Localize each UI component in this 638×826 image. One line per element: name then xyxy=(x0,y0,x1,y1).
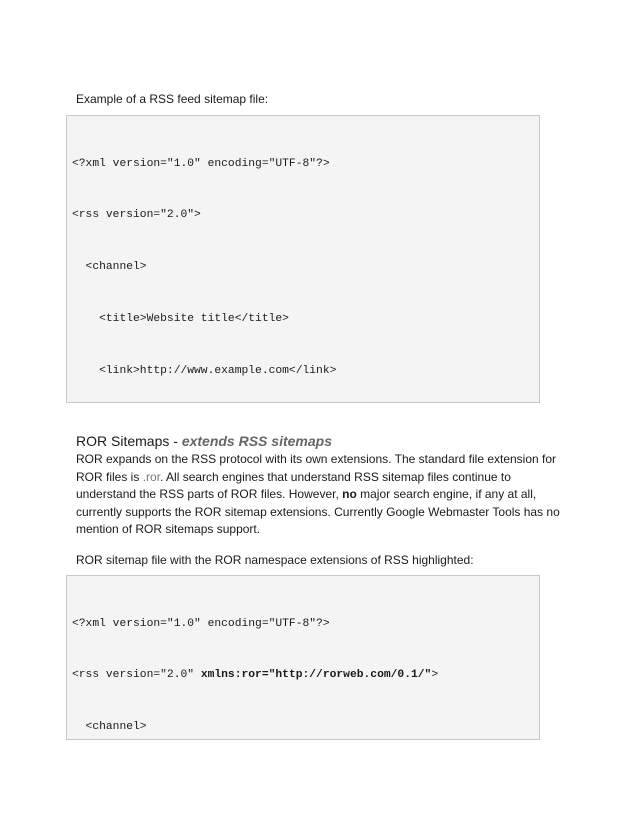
paragraph-part-1: ROR expands on the RSS protocol with its own extensions. The standard file extension for ROR files is xyxy=(76,452,557,484)
section-heading-plain: ROR Sitemaps - xyxy=(76,433,182,449)
code-line: <title>Website title</title> xyxy=(72,313,289,326)
code-line: <?xml version="1.0" encoding="UTF-8"?> xyxy=(72,157,330,170)
code-line-pre: <rss version="2.0" xyxy=(72,669,201,682)
ror-code-block xyxy=(66,575,540,740)
section-heading-emphasis: extends RSS sitemaps xyxy=(181,433,332,449)
code-line: <link>http://www.example.com</link> xyxy=(72,365,337,378)
section-heading xyxy=(76,432,332,450)
bold-no: no xyxy=(342,487,357,502)
section-paragraph-2: ROR sitemap file with the ROR namespace extensions of RSS highlighted: xyxy=(76,553,474,567)
code-line-post: > xyxy=(431,669,439,682)
code-line-highlighted xyxy=(72,667,539,684)
code-line: <channel> xyxy=(72,721,147,734)
rss-code-block xyxy=(66,115,540,403)
paragraph-part-3: major search engine, if any at all, currently supports the ROR sitemap extensions. Currently Google Webmaster Tools has no mention of ROR sitemaps support. xyxy=(76,487,560,537)
code-line: <rss version="2.0"> xyxy=(72,209,201,222)
intro-text: Example of a RSS feed sitemap file: xyxy=(76,92,269,106)
code-line: <channel> xyxy=(72,261,147,274)
paragraph-part-2: . All search engines that understand RSS sitemap files continue to understand the RSS parts of ROR files. However, xyxy=(76,469,511,502)
ror-extension-text: .ror xyxy=(142,469,161,484)
section-paragraph xyxy=(76,451,566,539)
ror-namespace-highlight: xmlns:ror="http://rorweb.com/0.1/" xyxy=(200,669,432,682)
code-line: <?xml version="1.0" encoding="UTF-8"?> xyxy=(72,617,330,630)
